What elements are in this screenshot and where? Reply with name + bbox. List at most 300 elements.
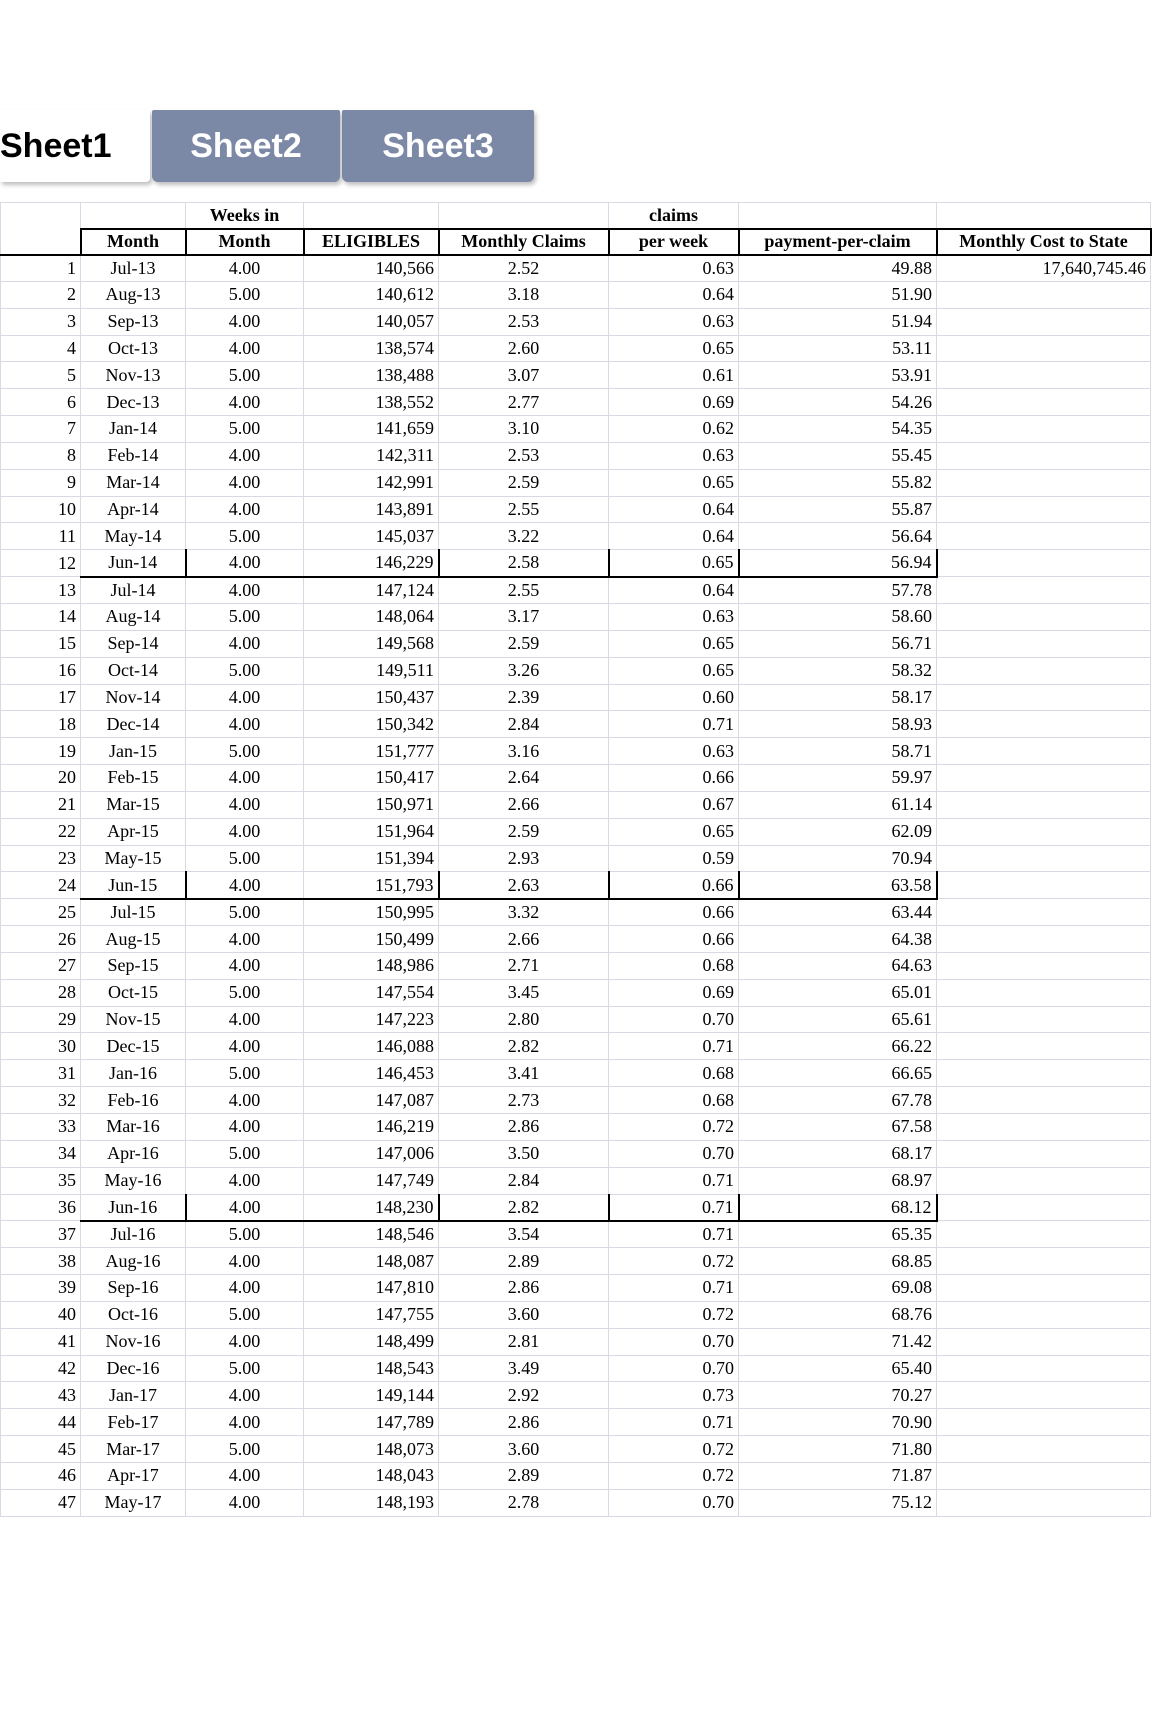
claims-per-week-cell[interactable]: 0.71: [609, 711, 739, 738]
claims-per-week-cell[interactable]: 0.67: [609, 791, 739, 818]
monthly-cost-cell[interactable]: [937, 1006, 1151, 1033]
eligibles-cell[interactable]: 147,789: [304, 1409, 439, 1436]
weeks-cell[interactable]: 5.00: [186, 603, 304, 630]
claims-per-week-cell[interactable]: 0.61: [609, 362, 739, 389]
claims-per-week-cell[interactable]: 0.63: [609, 738, 739, 765]
weeks-cell[interactable]: 4.00: [186, 442, 304, 469]
row-number[interactable]: 36: [1, 1194, 81, 1221]
claims-per-week-cell[interactable]: 0.70: [609, 1355, 739, 1382]
monthly-claims-cell[interactable]: 2.52: [439, 255, 609, 282]
claims-per-week-cell[interactable]: 0.63: [609, 255, 739, 282]
claims-per-week-cell[interactable]: 0.66: [609, 765, 739, 792]
month-cell[interactable]: Aug-14: [81, 603, 186, 630]
payment-per-claim-cell[interactable]: 56.94: [739, 550, 937, 577]
weeks-cell[interactable]: 5.00: [186, 738, 304, 765]
row-number[interactable]: 5: [1, 362, 81, 389]
monthly-claims-cell[interactable]: 2.89: [439, 1248, 609, 1275]
claims-per-week-cell[interactable]: 0.64: [609, 523, 739, 550]
payment-per-claim-cell[interactable]: 58.60: [739, 603, 937, 630]
claims-per-week-cell[interactable]: 0.71: [609, 1194, 739, 1221]
monthly-claims-cell[interactable]: 3.26: [439, 657, 609, 684]
monthly-claims-cell[interactable]: 2.86: [439, 1114, 609, 1141]
row-number[interactable]: 10: [1, 496, 81, 523]
month-cell[interactable]: Dec-15: [81, 1033, 186, 1060]
eligibles-cell[interactable]: 150,995: [304, 899, 439, 926]
payment-per-claim-cell[interactable]: 55.45: [739, 442, 937, 469]
month-cell[interactable]: Feb-15: [81, 765, 186, 792]
tab-sheet1[interactable]: Sheet1: [0, 110, 150, 182]
row-number[interactable]: 8: [1, 442, 81, 469]
payment-per-claim-cell[interactable]: 70.94: [739, 845, 937, 872]
claims-per-week-cell[interactable]: 0.70: [609, 1489, 739, 1516]
payment-per-claim-cell[interactable]: 66.65: [739, 1060, 937, 1087]
weeks-cell[interactable]: 5.00: [186, 1140, 304, 1167]
claims-per-week-cell[interactable]: 0.59: [609, 845, 739, 872]
payment-per-claim-cell[interactable]: 67.78: [739, 1087, 937, 1114]
claims-per-week-cell[interactable]: 0.69: [609, 979, 739, 1006]
weeks-cell[interactable]: 4.00: [186, 1275, 304, 1302]
month-cell[interactable]: Jan-14: [81, 416, 186, 443]
month-cell[interactable]: Oct-14: [81, 657, 186, 684]
monthly-cost-cell[interactable]: [937, 1328, 1151, 1355]
claims-per-week-cell[interactable]: 0.65: [609, 630, 739, 657]
weeks-cell[interactable]: 4.00: [186, 791, 304, 818]
weeks-cell[interactable]: 4.00: [186, 926, 304, 953]
month-cell[interactable]: Oct-16: [81, 1301, 186, 1328]
claims-per-week-cell[interactable]: 0.65: [609, 657, 739, 684]
month-cell[interactable]: Aug-15: [81, 926, 186, 953]
month-cell[interactable]: Dec-14: [81, 711, 186, 738]
eligibles-cell[interactable]: 150,971: [304, 791, 439, 818]
eligibles-cell[interactable]: 148,543: [304, 1355, 439, 1382]
header-payment-per-claim[interactable]: payment-per-claim: [739, 229, 937, 255]
month-cell[interactable]: Oct-13: [81, 335, 186, 362]
eligibles-cell[interactable]: 146,229: [304, 550, 439, 577]
row-number[interactable]: 26: [1, 926, 81, 953]
header-monthly-claims[interactable]: Monthly Claims: [439, 229, 609, 255]
monthly-cost-cell[interactable]: [937, 979, 1151, 1006]
weeks-cell[interactable]: 4.00: [186, 1462, 304, 1489]
weeks-cell[interactable]: 5.00: [186, 1221, 304, 1248]
row-number[interactable]: 42: [1, 1355, 81, 1382]
payment-per-claim-cell[interactable]: 53.91: [739, 362, 937, 389]
row-number[interactable]: 23: [1, 845, 81, 872]
eligibles-cell[interactable]: 148,986: [304, 952, 439, 979]
row-number[interactable]: 21: [1, 791, 81, 818]
monthly-claims-cell[interactable]: 2.92: [439, 1382, 609, 1409]
month-cell[interactable]: Aug-16: [81, 1248, 186, 1275]
claims-per-week-cell[interactable]: 0.66: [609, 872, 739, 899]
monthly-cost-cell[interactable]: [937, 711, 1151, 738]
weeks-cell[interactable]: 4.00: [186, 711, 304, 738]
payment-per-claim-cell[interactable]: 67.58: [739, 1114, 937, 1141]
row-number[interactable]: 14: [1, 603, 81, 630]
monthly-cost-cell[interactable]: [937, 308, 1151, 335]
weeks-cell[interactable]: 5.00: [186, 657, 304, 684]
weeks-cell[interactable]: 5.00: [186, 362, 304, 389]
eligibles-cell[interactable]: 148,546: [304, 1221, 439, 1248]
eligibles-cell[interactable]: 148,073: [304, 1436, 439, 1463]
weeks-cell[interactable]: 5.00: [186, 899, 304, 926]
eligibles-cell[interactable]: 142,311: [304, 442, 439, 469]
monthly-claims-cell[interactable]: 3.18: [439, 281, 609, 308]
monthly-cost-cell[interactable]: [937, 335, 1151, 362]
month-cell[interactable]: Oct-15: [81, 979, 186, 1006]
weeks-cell[interactable]: 5.00: [186, 1301, 304, 1328]
claims-per-week-cell[interactable]: 0.73: [609, 1382, 739, 1409]
monthly-cost-cell[interactable]: [937, 1462, 1151, 1489]
monthly-claims-cell[interactable]: 2.78: [439, 1489, 609, 1516]
month-cell[interactable]: Jun-16: [81, 1194, 186, 1221]
eligibles-cell[interactable]: 140,612: [304, 281, 439, 308]
weeks-cell[interactable]: 4.00: [186, 630, 304, 657]
monthly-cost-cell[interactable]: [937, 657, 1151, 684]
weeks-cell[interactable]: 4.00: [186, 952, 304, 979]
payment-per-claim-cell[interactable]: 58.32: [739, 657, 937, 684]
monthly-cost-cell[interactable]: [937, 1382, 1151, 1409]
header-month[interactable]: Month: [81, 229, 186, 255]
row-number[interactable]: 44: [1, 1409, 81, 1436]
row-number[interactable]: 1: [1, 255, 81, 282]
monthly-claims-cell[interactable]: 2.58: [439, 550, 609, 577]
header-monthly-cost[interactable]: Monthly Cost to State: [937, 229, 1151, 255]
month-cell[interactable]: May-15: [81, 845, 186, 872]
eligibles-cell[interactable]: 149,511: [304, 657, 439, 684]
monthly-claims-cell[interactable]: 2.81: [439, 1328, 609, 1355]
monthly-cost-cell[interactable]: 17,640,745.46: [937, 255, 1151, 282]
month-cell[interactable]: Jul-16: [81, 1221, 186, 1248]
monthly-cost-cell[interactable]: [937, 926, 1151, 953]
monthly-claims-cell[interactable]: 2.55: [439, 577, 609, 604]
monthly-claims-cell[interactable]: 2.82: [439, 1033, 609, 1060]
month-cell[interactable]: Mar-17: [81, 1436, 186, 1463]
claims-per-week-cell[interactable]: 0.65: [609, 335, 739, 362]
header-claims-line2[interactable]: per week: [609, 229, 739, 255]
payment-per-claim-cell[interactable]: 53.11: [739, 335, 937, 362]
row-number[interactable]: 16: [1, 657, 81, 684]
monthly-claims-cell[interactable]: 2.80: [439, 1006, 609, 1033]
monthly-claims-cell[interactable]: 2.93: [439, 845, 609, 872]
payment-per-claim-cell[interactable]: 58.71: [739, 738, 937, 765]
claims-per-week-cell[interactable]: 0.71: [609, 1033, 739, 1060]
weeks-cell[interactable]: 5.00: [186, 416, 304, 443]
weeks-cell[interactable]: 4.00: [186, 1033, 304, 1060]
claims-per-week-cell[interactable]: 0.71: [609, 1167, 739, 1194]
monthly-claims-cell[interactable]: 2.53: [439, 442, 609, 469]
month-cell[interactable]: Jan-15: [81, 738, 186, 765]
eligibles-cell[interactable]: 151,793: [304, 872, 439, 899]
weeks-cell[interactable]: 4.00: [186, 1167, 304, 1194]
eligibles-cell[interactable]: 143,891: [304, 496, 439, 523]
month-cell[interactable]: Sep-13: [81, 308, 186, 335]
month-cell[interactable]: Mar-15: [81, 791, 186, 818]
month-cell[interactable]: Dec-16: [81, 1355, 186, 1382]
month-cell[interactable]: Jul-13: [81, 255, 186, 282]
monthly-cost-cell[interactable]: [937, 1194, 1151, 1221]
eligibles-cell[interactable]: 147,223: [304, 1006, 439, 1033]
monthly-claims-cell[interactable]: 2.84: [439, 711, 609, 738]
header-cell[interactable]: [439, 203, 609, 229]
month-cell[interactable]: Jul-14: [81, 577, 186, 604]
monthly-cost-cell[interactable]: [937, 1248, 1151, 1275]
header-weeks-line1[interactable]: Weeks in: [186, 203, 304, 229]
row-number[interactable]: 47: [1, 1489, 81, 1516]
payment-per-claim-cell[interactable]: 68.12: [739, 1194, 937, 1221]
payment-per-claim-cell[interactable]: 58.93: [739, 711, 937, 738]
monthly-claims-cell[interactable]: 2.39: [439, 684, 609, 711]
month-cell[interactable]: Nov-14: [81, 684, 186, 711]
eligibles-cell[interactable]: 150,417: [304, 765, 439, 792]
weeks-cell[interactable]: 4.00: [186, 1248, 304, 1275]
monthly-cost-cell[interactable]: [937, 791, 1151, 818]
monthly-cost-cell[interactable]: [937, 765, 1151, 792]
monthly-cost-cell[interactable]: [937, 1033, 1151, 1060]
payment-per-claim-cell[interactable]: 58.17: [739, 684, 937, 711]
payment-per-claim-cell[interactable]: 68.17: [739, 1140, 937, 1167]
payment-per-claim-cell[interactable]: 70.27: [739, 1382, 937, 1409]
row-number[interactable]: 24: [1, 872, 81, 899]
monthly-cost-cell[interactable]: [937, 496, 1151, 523]
payment-per-claim-cell[interactable]: 63.44: [739, 899, 937, 926]
row-number[interactable]: 18: [1, 711, 81, 738]
claims-per-week-cell[interactable]: 0.72: [609, 1301, 739, 1328]
row-number[interactable]: 3: [1, 308, 81, 335]
eligibles-cell[interactable]: 151,964: [304, 818, 439, 845]
row-number[interactable]: 19: [1, 738, 81, 765]
monthly-claims-cell[interactable]: 2.63: [439, 872, 609, 899]
monthly-claims-cell[interactable]: 2.55: [439, 496, 609, 523]
month-cell[interactable]: Apr-14: [81, 496, 186, 523]
row-number[interactable]: 46: [1, 1462, 81, 1489]
monthly-cost-cell[interactable]: [937, 899, 1151, 926]
payment-per-claim-cell[interactable]: 54.35: [739, 416, 937, 443]
row-number[interactable]: 40: [1, 1301, 81, 1328]
claims-per-week-cell[interactable]: 0.71: [609, 1275, 739, 1302]
row-number[interactable]: 20: [1, 765, 81, 792]
month-cell[interactable]: Nov-16: [81, 1328, 186, 1355]
claims-per-week-cell[interactable]: 0.64: [609, 496, 739, 523]
monthly-cost-cell[interactable]: [937, 362, 1151, 389]
monthly-cost-cell[interactable]: [937, 1087, 1151, 1114]
month-cell[interactable]: Jul-15: [81, 899, 186, 926]
weeks-cell[interactable]: 4.00: [186, 335, 304, 362]
month-cell[interactable]: Jan-17: [81, 1382, 186, 1409]
row-number[interactable]: 17: [1, 684, 81, 711]
payment-per-claim-cell[interactable]: 61.14: [739, 791, 937, 818]
eligibles-cell[interactable]: 147,749: [304, 1167, 439, 1194]
row-number[interactable]: 33: [1, 1114, 81, 1141]
eligibles-cell[interactable]: 140,566: [304, 255, 439, 282]
month-cell[interactable]: Aug-13: [81, 281, 186, 308]
claims-per-week-cell[interactable]: 0.66: [609, 926, 739, 953]
weeks-cell[interactable]: 4.00: [186, 308, 304, 335]
claims-per-week-cell[interactable]: 0.72: [609, 1436, 739, 1463]
header-cell[interactable]: [304, 203, 439, 229]
payment-per-claim-cell[interactable]: 49.88: [739, 255, 937, 282]
claims-per-week-cell[interactable]: 0.63: [609, 442, 739, 469]
monthly-cost-cell[interactable]: [937, 1409, 1151, 1436]
claims-per-week-cell[interactable]: 0.70: [609, 1006, 739, 1033]
month-cell[interactable]: Apr-15: [81, 818, 186, 845]
monthly-cost-cell[interactable]: [937, 1489, 1151, 1516]
weeks-cell[interactable]: 5.00: [186, 845, 304, 872]
monthly-cost-cell[interactable]: [937, 738, 1151, 765]
claims-per-week-cell[interactable]: 0.71: [609, 1221, 739, 1248]
claims-per-week-cell[interactable]: 0.68: [609, 1060, 739, 1087]
monthly-claims-cell[interactable]: 3.49: [439, 1355, 609, 1382]
claims-per-week-cell[interactable]: 0.64: [609, 281, 739, 308]
month-cell[interactable]: Jun-15: [81, 872, 186, 899]
monthly-cost-cell[interactable]: [937, 1275, 1151, 1302]
month-cell[interactable]: Dec-13: [81, 389, 186, 416]
eligibles-cell[interactable]: 150,437: [304, 684, 439, 711]
weeks-cell[interactable]: 4.00: [186, 496, 304, 523]
eligibles-cell[interactable]: 148,087: [304, 1248, 439, 1275]
monthly-cost-cell[interactable]: [937, 416, 1151, 443]
monthly-claims-cell[interactable]: 2.84: [439, 1167, 609, 1194]
weeks-cell[interactable]: 5.00: [186, 1355, 304, 1382]
monthly-claims-cell[interactable]: 2.66: [439, 791, 609, 818]
monthly-claims-cell[interactable]: 3.54: [439, 1221, 609, 1248]
claims-per-week-cell[interactable]: 0.65: [609, 818, 739, 845]
monthly-cost-cell[interactable]: [937, 1301, 1151, 1328]
weeks-cell[interactable]: 4.00: [186, 577, 304, 604]
month-cell[interactable]: Jun-14: [81, 550, 186, 577]
monthly-cost-cell[interactable]: [937, 603, 1151, 630]
eligibles-cell[interactable]: 150,499: [304, 926, 439, 953]
row-number[interactable]: 37: [1, 1221, 81, 1248]
claims-per-week-cell[interactable]: 0.62: [609, 416, 739, 443]
payment-per-claim-cell[interactable]: 51.90: [739, 281, 937, 308]
monthly-claims-cell[interactable]: 3.32: [439, 899, 609, 926]
eligibles-cell[interactable]: 149,568: [304, 630, 439, 657]
weeks-cell[interactable]: 5.00: [186, 281, 304, 308]
claims-per-week-cell[interactable]: 0.60: [609, 684, 739, 711]
row-number[interactable]: 43: [1, 1382, 81, 1409]
weeks-cell[interactable]: 4.00: [186, 1114, 304, 1141]
payment-per-claim-cell[interactable]: 65.35: [739, 1221, 937, 1248]
monthly-claims-cell[interactable]: 2.86: [439, 1409, 609, 1436]
month-cell[interactable]: Feb-17: [81, 1409, 186, 1436]
claims-per-week-cell[interactable]: 0.72: [609, 1462, 739, 1489]
monthly-cost-cell[interactable]: [937, 952, 1151, 979]
month-cell[interactable]: May-16: [81, 1167, 186, 1194]
row-number[interactable]: 39: [1, 1275, 81, 1302]
weeks-cell[interactable]: 5.00: [186, 1436, 304, 1463]
payment-per-claim-cell[interactable]: 66.22: [739, 1033, 937, 1060]
claims-per-week-cell[interactable]: 0.70: [609, 1328, 739, 1355]
eligibles-cell[interactable]: 140,057: [304, 308, 439, 335]
monthly-claims-cell[interactable]: 2.53: [439, 308, 609, 335]
weeks-cell[interactable]: 4.00: [186, 1194, 304, 1221]
claims-per-week-cell[interactable]: 0.64: [609, 577, 739, 604]
month-cell[interactable]: Apr-16: [81, 1140, 186, 1167]
row-number[interactable]: 22: [1, 818, 81, 845]
monthly-claims-cell[interactable]: 3.60: [439, 1301, 609, 1328]
month-cell[interactable]: May-17: [81, 1489, 186, 1516]
eligibles-cell[interactable]: 145,037: [304, 523, 439, 550]
eligibles-cell[interactable]: 147,006: [304, 1140, 439, 1167]
weeks-cell[interactable]: 4.00: [186, 872, 304, 899]
claims-per-week-cell[interactable]: 0.70: [609, 1140, 739, 1167]
eligibles-cell[interactable]: 151,394: [304, 845, 439, 872]
row-number[interactable]: 13: [1, 577, 81, 604]
payment-per-claim-cell[interactable]: 59.97: [739, 765, 937, 792]
weeks-cell[interactable]: 4.00: [186, 1006, 304, 1033]
eligibles-cell[interactable]: 148,043: [304, 1462, 439, 1489]
weeks-cell[interactable]: 4.00: [186, 765, 304, 792]
monthly-claims-cell[interactable]: 2.59: [439, 469, 609, 496]
monthly-claims-cell[interactable]: 2.86: [439, 1275, 609, 1302]
monthly-claims-cell[interactable]: 2.89: [439, 1462, 609, 1489]
monthly-claims-cell[interactable]: 3.50: [439, 1140, 609, 1167]
eligibles-cell[interactable]: 147,554: [304, 979, 439, 1006]
row-number[interactable]: 4: [1, 335, 81, 362]
eligibles-cell[interactable]: 151,777: [304, 738, 439, 765]
claims-per-week-cell[interactable]: 0.71: [609, 1409, 739, 1436]
row-number[interactable]: 9: [1, 469, 81, 496]
payment-per-claim-cell[interactable]: 63.58: [739, 872, 937, 899]
monthly-cost-cell[interactable]: [937, 845, 1151, 872]
month-cell[interactable]: Feb-16: [81, 1087, 186, 1114]
payment-per-claim-cell[interactable]: 64.38: [739, 926, 937, 953]
eligibles-cell[interactable]: 146,219: [304, 1114, 439, 1141]
weeks-cell[interactable]: 4.00: [186, 1087, 304, 1114]
row-number[interactable]: 34: [1, 1140, 81, 1167]
payment-per-claim-cell[interactable]: 55.87: [739, 496, 937, 523]
payment-per-claim-cell[interactable]: 56.64: [739, 523, 937, 550]
monthly-claims-cell[interactable]: 3.10: [439, 416, 609, 443]
eligibles-cell[interactable]: 138,574: [304, 335, 439, 362]
row-number[interactable]: 11: [1, 523, 81, 550]
monthly-cost-cell[interactable]: [937, 389, 1151, 416]
eligibles-cell[interactable]: 148,193: [304, 1489, 439, 1516]
payment-per-claim-cell[interactable]: 70.90: [739, 1409, 937, 1436]
weeks-cell[interactable]: 4.00: [186, 1409, 304, 1436]
eligibles-cell[interactable]: 149,144: [304, 1382, 439, 1409]
payment-per-claim-cell[interactable]: 75.12: [739, 1489, 937, 1516]
monthly-claims-cell[interactable]: 2.71: [439, 952, 609, 979]
weeks-cell[interactable]: 5.00: [186, 1060, 304, 1087]
monthly-claims-cell[interactable]: 3.60: [439, 1436, 609, 1463]
monthly-claims-cell[interactable]: 3.41: [439, 1060, 609, 1087]
payment-per-claim-cell[interactable]: 57.78: [739, 577, 937, 604]
monthly-cost-cell[interactable]: [937, 523, 1151, 550]
eligibles-cell[interactable]: 147,810: [304, 1275, 439, 1302]
tab-sheet2[interactable]: Sheet2: [152, 110, 340, 182]
weeks-cell[interactable]: 4.00: [186, 1328, 304, 1355]
eligibles-cell[interactable]: 148,064: [304, 603, 439, 630]
claims-per-week-cell[interactable]: 0.66: [609, 899, 739, 926]
header-cell[interactable]: [81, 203, 186, 229]
claims-per-week-cell[interactable]: 0.72: [609, 1114, 739, 1141]
weeks-cell[interactable]: 4.00: [186, 469, 304, 496]
month-cell[interactable]: Nov-15: [81, 1006, 186, 1033]
payment-per-claim-cell[interactable]: 51.94: [739, 308, 937, 335]
monthly-cost-cell[interactable]: [937, 1221, 1151, 1248]
eligibles-cell[interactable]: 146,088: [304, 1033, 439, 1060]
row-number[interactable]: 2: [1, 281, 81, 308]
monthly-claims-cell[interactable]: 3.22: [439, 523, 609, 550]
month-cell[interactable]: Feb-14: [81, 442, 186, 469]
monthly-cost-cell[interactable]: [937, 1436, 1151, 1463]
header-eligibles[interactable]: ELIGIBLES: [304, 229, 439, 255]
eligibles-cell[interactable]: 148,499: [304, 1328, 439, 1355]
month-cell[interactable]: Nov-13: [81, 362, 186, 389]
weeks-cell[interactable]: 4.00: [186, 389, 304, 416]
payment-per-claim-cell[interactable]: 65.40: [739, 1355, 937, 1382]
month-cell[interactable]: Sep-16: [81, 1275, 186, 1302]
